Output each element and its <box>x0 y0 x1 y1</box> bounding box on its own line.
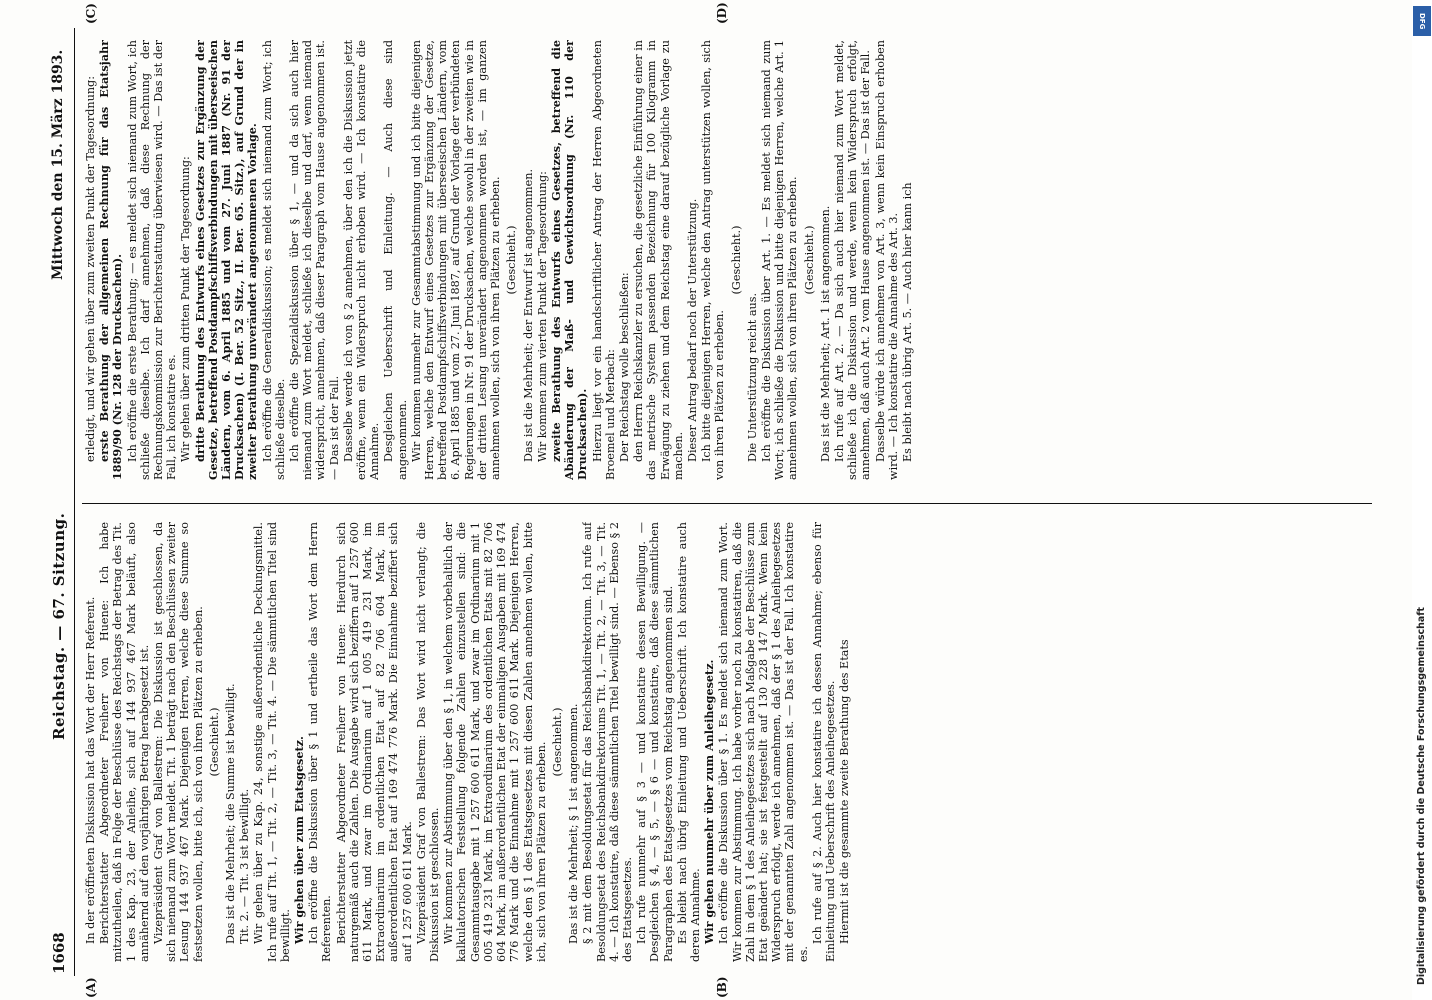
paragraph: Ich eröffne die Diskussion über Art. 1. — Es meldet sich niemand zum Wort; ich schließe die Diskussion und bitte diejenigen Herren, welche Art. 1 annehmen wollen, sich von ihren Plätzen zu erheben. <box>759 40 800 480</box>
dfg-logo-icon: DFG <box>1413 6 1431 36</box>
paragraph: erledigt, und wir gehen über zum zweiten Punkt der Tagesordnung: <box>84 76 97 462</box>
paragraph: Das ist die Mehrheit; die Summe ist bewilligt. <box>224 683 238 944</box>
margin-mark-d: (D) <box>715 2 729 24</box>
stage-direction: (Geschieht.) <box>550 707 564 777</box>
paragraph: Ich rufe auf Art. 2. — Da sich auch hier niemand zum Wort meldet, schließe ich die Diskussion und werde, wenn kein Widerspruch erfolgt, annehmen, daß auch Art. 2 vom Hause angenommen ist. — Das ist der Fall. <box>832 40 873 480</box>
paragraph: den Herrn Reichskanzler zu ersuchen, die gesetzliche Einführung einer in das metrische System passenden Bezeichnung für 100 Kilogramm in Erwägung zu ziehen und dem Reichstag eine darauf bezügliche Vorlage zu machen. <box>632 40 685 480</box>
paragraph: Ich eröffne die Generaldiskussion; es meldet sich niemand zum Wort; ich schließe dieselbe. <box>260 40 287 480</box>
paragraph: Das ist die Mehrheit; der Entwurf ist angenommen. <box>521 168 535 462</box>
stage-direction: (Geschieht.) <box>802 225 816 295</box>
paragraph: Ich rufe nunmehr auf § 3 — und konstatire dessen Bewilligung. — Desgleichen § 4, — § 5, — § 6 — und konstatire, daß diese sämmtlichen Paragraphen des Etatsgesetzes vom Reichstag angenommen sind. <box>635 522 675 962</box>
paragraph: Es bleibt nach übrig Art. 5. — Auch hier kann ich <box>900 182 914 462</box>
page-number: 1668 <box>50 932 68 974</box>
paragraph: Wir gehen über zu Kap. 24, sonstige außerordentliche Deckungsmittel. Ich rufe auf Tit. 1, — Tit. 2, — Tit. 3, — Tit. 4. — Die sämmtlichen Titel sind bewilligt. <box>252 522 292 962</box>
paragraph: Wir kommen zum vierten Punkt der Tagesordnung: <box>535 171 549 462</box>
margin-mark-c: (C) <box>84 3 98 24</box>
paragraph: In der eröffneten Diskussion hat das Wort der Herr Referent. <box>84 596 97 944</box>
margin-mark-b: (B) <box>715 976 729 998</box>
paragraph: Ich eröffne die erste Berathung; — es meldet sich niemand zum Wort, ich schließe dieselbe. Ich darf annehmen, daß diese Rechnung der Rechnungskommission zur Berichterstattung überwiesen wird. — Das ist der Fall, ich konstatire es. <box>125 40 179 480</box>
paragraph: Ich eröffne die Diskussion über § 1. Es meldet sich niemand zum Wort. Wir kommen zur Abstimmung. Ich habe vorher noch zu konstatiren, daß die Zahl in dem § 1 des Anleihegesetzes sich nach Maßgabe der Beschlüsse zum Etat geändert hat; sie ist festgestellt auf 130 228 147 Mark. Wenn kein Widerspruch erfolgt, werde ich annehmen, daß der § 1 des Anleihegesetzes mit der genannten Zahl angenommen ist. — Das ist der Fall. Ich konstatire es. <box>717 522 810 962</box>
paragraph: Wir kommen nunmehr zur Gesammtabstimmung und ich bitte diejenigen Herren, welche den Entwurf eines Gesetzes zur Ergänzung der Gesetze, betreffend Postdampfschiffsverbindungen mit überseeischen Ländern, vom 6. April 1885 und vom 27. Juni 1887, auf Grund der Vorlage der verbündeten Regierungen in Nr. 91 der Drucksachen, welche sowohl in der zweiten wie in der dritten Lesung unverändert angenommen worden ist, — im ganzen annehmen wollen, sich von ihren Plätzen zu erheben. <box>409 40 503 480</box>
paragraph: Ich bitte diejenigen Herren, welche den Antrag unterstützen wollen, sich von ihren Plätzen zu erheben. <box>700 40 727 480</box>
paragraph: Wir gehen über zum dritten Punkt der Tagesordnung: <box>179 156 193 462</box>
paragraph: Das ist die Mehrheit; § 1 ist angenommen. <box>567 703 581 944</box>
right-column <box>84 40 1374 480</box>
session-date: Mittwoch den 15. März 1893. <box>50 49 66 280</box>
header-rule <box>74 28 75 976</box>
paragraph: Das ist die Mehrheit; Art. 1 ist angenommen. <box>818 205 832 462</box>
paragraph: Es bleibt nach übrig Einleitung und Ueberschrift. Ich konstatire auch deren Annahme. <box>675 522 702 962</box>
paragraph: Dasselbe würde ich annehmen von Art. 3, wenn kein Einspruch erhoben wird. — Ich konstatire die Annahme des Art. 3. <box>873 40 900 480</box>
paragraph: Hierzu liegt vor ein handschriftlicher Antrag der Herren Abgeordneten Broemel und Merbach: <box>590 40 617 480</box>
paragraph: Tit. 2. — Tit. 3 ist bewilligt. <box>238 788 252 944</box>
agenda-item: dritte Berathung des Entwurfs eines Gesetzes zur Ergänzung der Gesetze, betreffend Postdampfschiffsverbindungen mit überseeischen Ländern, vom 6. April 1885 und vom 27. Juni 1887 (Nr. 91 der Drucksachen) (I. Ber. 52 Sitz., II. Ber. 65. Sitz.), auf Grund der in zweiter Berathung unverändert angenommenen Vorlage. <box>192 40 260 480</box>
agenda-item: zweite Berathung des Entwurfs eines Gesetzes, betreffend die Abänderung der Maß- und Gewichtsordnung (Nr. 110 der Drucksachen). <box>548 40 590 480</box>
paragraph: Berichterstatter Abgeordneter Freiherr von Huene: Ich habe mitzutheilen, daß in Folge der Beschlüsse des Reichstags der Betrag des Tit. 1 des Kap. 23, der Anleihe, sich auf 144 937 467 Mark beläuft, also annähernd auf den vorjährigen Betrag herabgesetzt ist. <box>98 522 151 962</box>
paragraph: Ich eröffne die Diskussion über § 1 und ertheile das Wort dem Herrn Referenten. <box>307 522 334 962</box>
paragraph: Die Unterstützung reicht aus. <box>745 292 759 462</box>
paragraph: Wir gehen über zum Etatsgesetz. <box>292 736 307 944</box>
paragraph: Der Reichstag wolle beschließen: <box>617 272 631 462</box>
paragraph: Desgleichen Ueberschrift und Einleitung. — Auch diese sind angenommen. <box>382 40 409 480</box>
session-title: Reichstag. — 67. Sitzung. <box>50 512 68 740</box>
paragraph: Dieser Antrag bedarf noch der Unterstützung. <box>685 198 699 462</box>
paragraph: Vizepräsident Graf von Ballestrem: Das Wort wird nicht verlangt; die Diskussion ist geschlossen. <box>414 522 442 962</box>
column-separator <box>82 503 1372 504</box>
paragraph: Ich rufe auf § 2. Auch hier konstatire ich dessen Annahme; ebenso für Einleitung und Ueberschrift des Anleihegesetzes. <box>810 522 837 962</box>
stage-direction: (Geschieht.) <box>729 225 743 295</box>
margin-mark-a: (A) <box>84 977 98 998</box>
paragraph: Wir gehen nunmehr über zum Anleihegesetz. <box>702 659 717 944</box>
paragraph: Dasselbe werde ich von § 2 annehmen, über den ich die Diskussion jetzt eröffne, wenn ein Widerspruch nicht erhoben wird. — Ich konstatire die Annahme. <box>341 40 382 480</box>
dfg-notice: Digitalisierung gefördert durch die Deutsche Forschungsgemeinschaft <box>1416 607 1427 985</box>
stage-direction: (Geschieht.) <box>207 707 221 777</box>
paragraph: Hiermit ist die gesammte zweite Berathung des Etats <box>838 639 852 944</box>
stage-direction: (Geschieht.) <box>505 225 519 295</box>
paragraph: Wir kommen zur Abstimmung über den § 1, in welchem vorbehaltlich der kalkulatorischen Feststellung folgende Zahlen einzustellen sind: die Gesammtausgabe mit 1 257 600 611 Mark, und zwar im Ordinarium mit 1 005 419 231 Mark, im Extraordinarium des ordentlichen Etats mit 82 706 604 Mark, im außerordentlichen Etat der einmaligen Ausgaben mit 169 474 776 Mark und die Einnahme mit 1 257 600 611 Mark. Diejenigen Herren, welche den § 1 des Etatsgesetzes mit diesen Zahlen annehmen wollen, bitte ich, sich von ihren Plätzen zu erheben. <box>442 522 548 962</box>
left-column <box>84 522 1374 962</box>
paragraph: Vizepräsident Graf von Ballestrem: Die Diskussion ist geschlossen, da sich niemand zum Wort meldet. Tit. 1 beträgt nach den Beschlüssen zweiter Lesung 144 937 467 Mark. Diejenigen Herren, welche diese Summe so festsetzen wollen, bitte ich, sich von ihren Plätzen zu erheben. <box>152 522 205 962</box>
paragraph: Berichterstatter Abgeordneter Freiherr von Huene: Hierdurch sich naturgemäß auch die Zahlen. Die Ausgabe wird sich beziffern auf 1 257 600 611 Mark, und zwar im Ordinarium auf 1 005 419 231 Mark, im Extraordinarium im ordentlichen Etat auf 82 706 604 Mark, im außerordentlichen Etat auf 169 474 776 Mark. Die Einnahme beziffert sich auf 1 257 600 611 Mark. <box>334 522 414 962</box>
paragraph: § 2 mit dem Besoldungsetat für das Reichsbankdirektorium. Ich rufe auf Besoldungsetat des Reichsbankdirektoriums Tit. 1, — Tit. 2, — Tit. 3, — Tit. 4. — Ich konstatire, daß diese sämmtlichen Titel bewilligt sind. — Ebenso § 2 des Etatsgesetzes. <box>581 522 634 962</box>
paragraph: Ich eröffne die Spezialdiskussion über § 1, — und da sich auch hier niemand zum Wort meldet, schließe ich dieselbe und darf, wenn niemand widerspricht, annehmen, daß dieser Paragraph vom Hause angenommen ist. — Das ist der Fall. <box>288 40 341 480</box>
agenda-item: erste Berathung der allgemeinen Rechnung für das Etatsjahr 1889/90 (Nr. 128 der Drucksachen). <box>97 40 125 480</box>
